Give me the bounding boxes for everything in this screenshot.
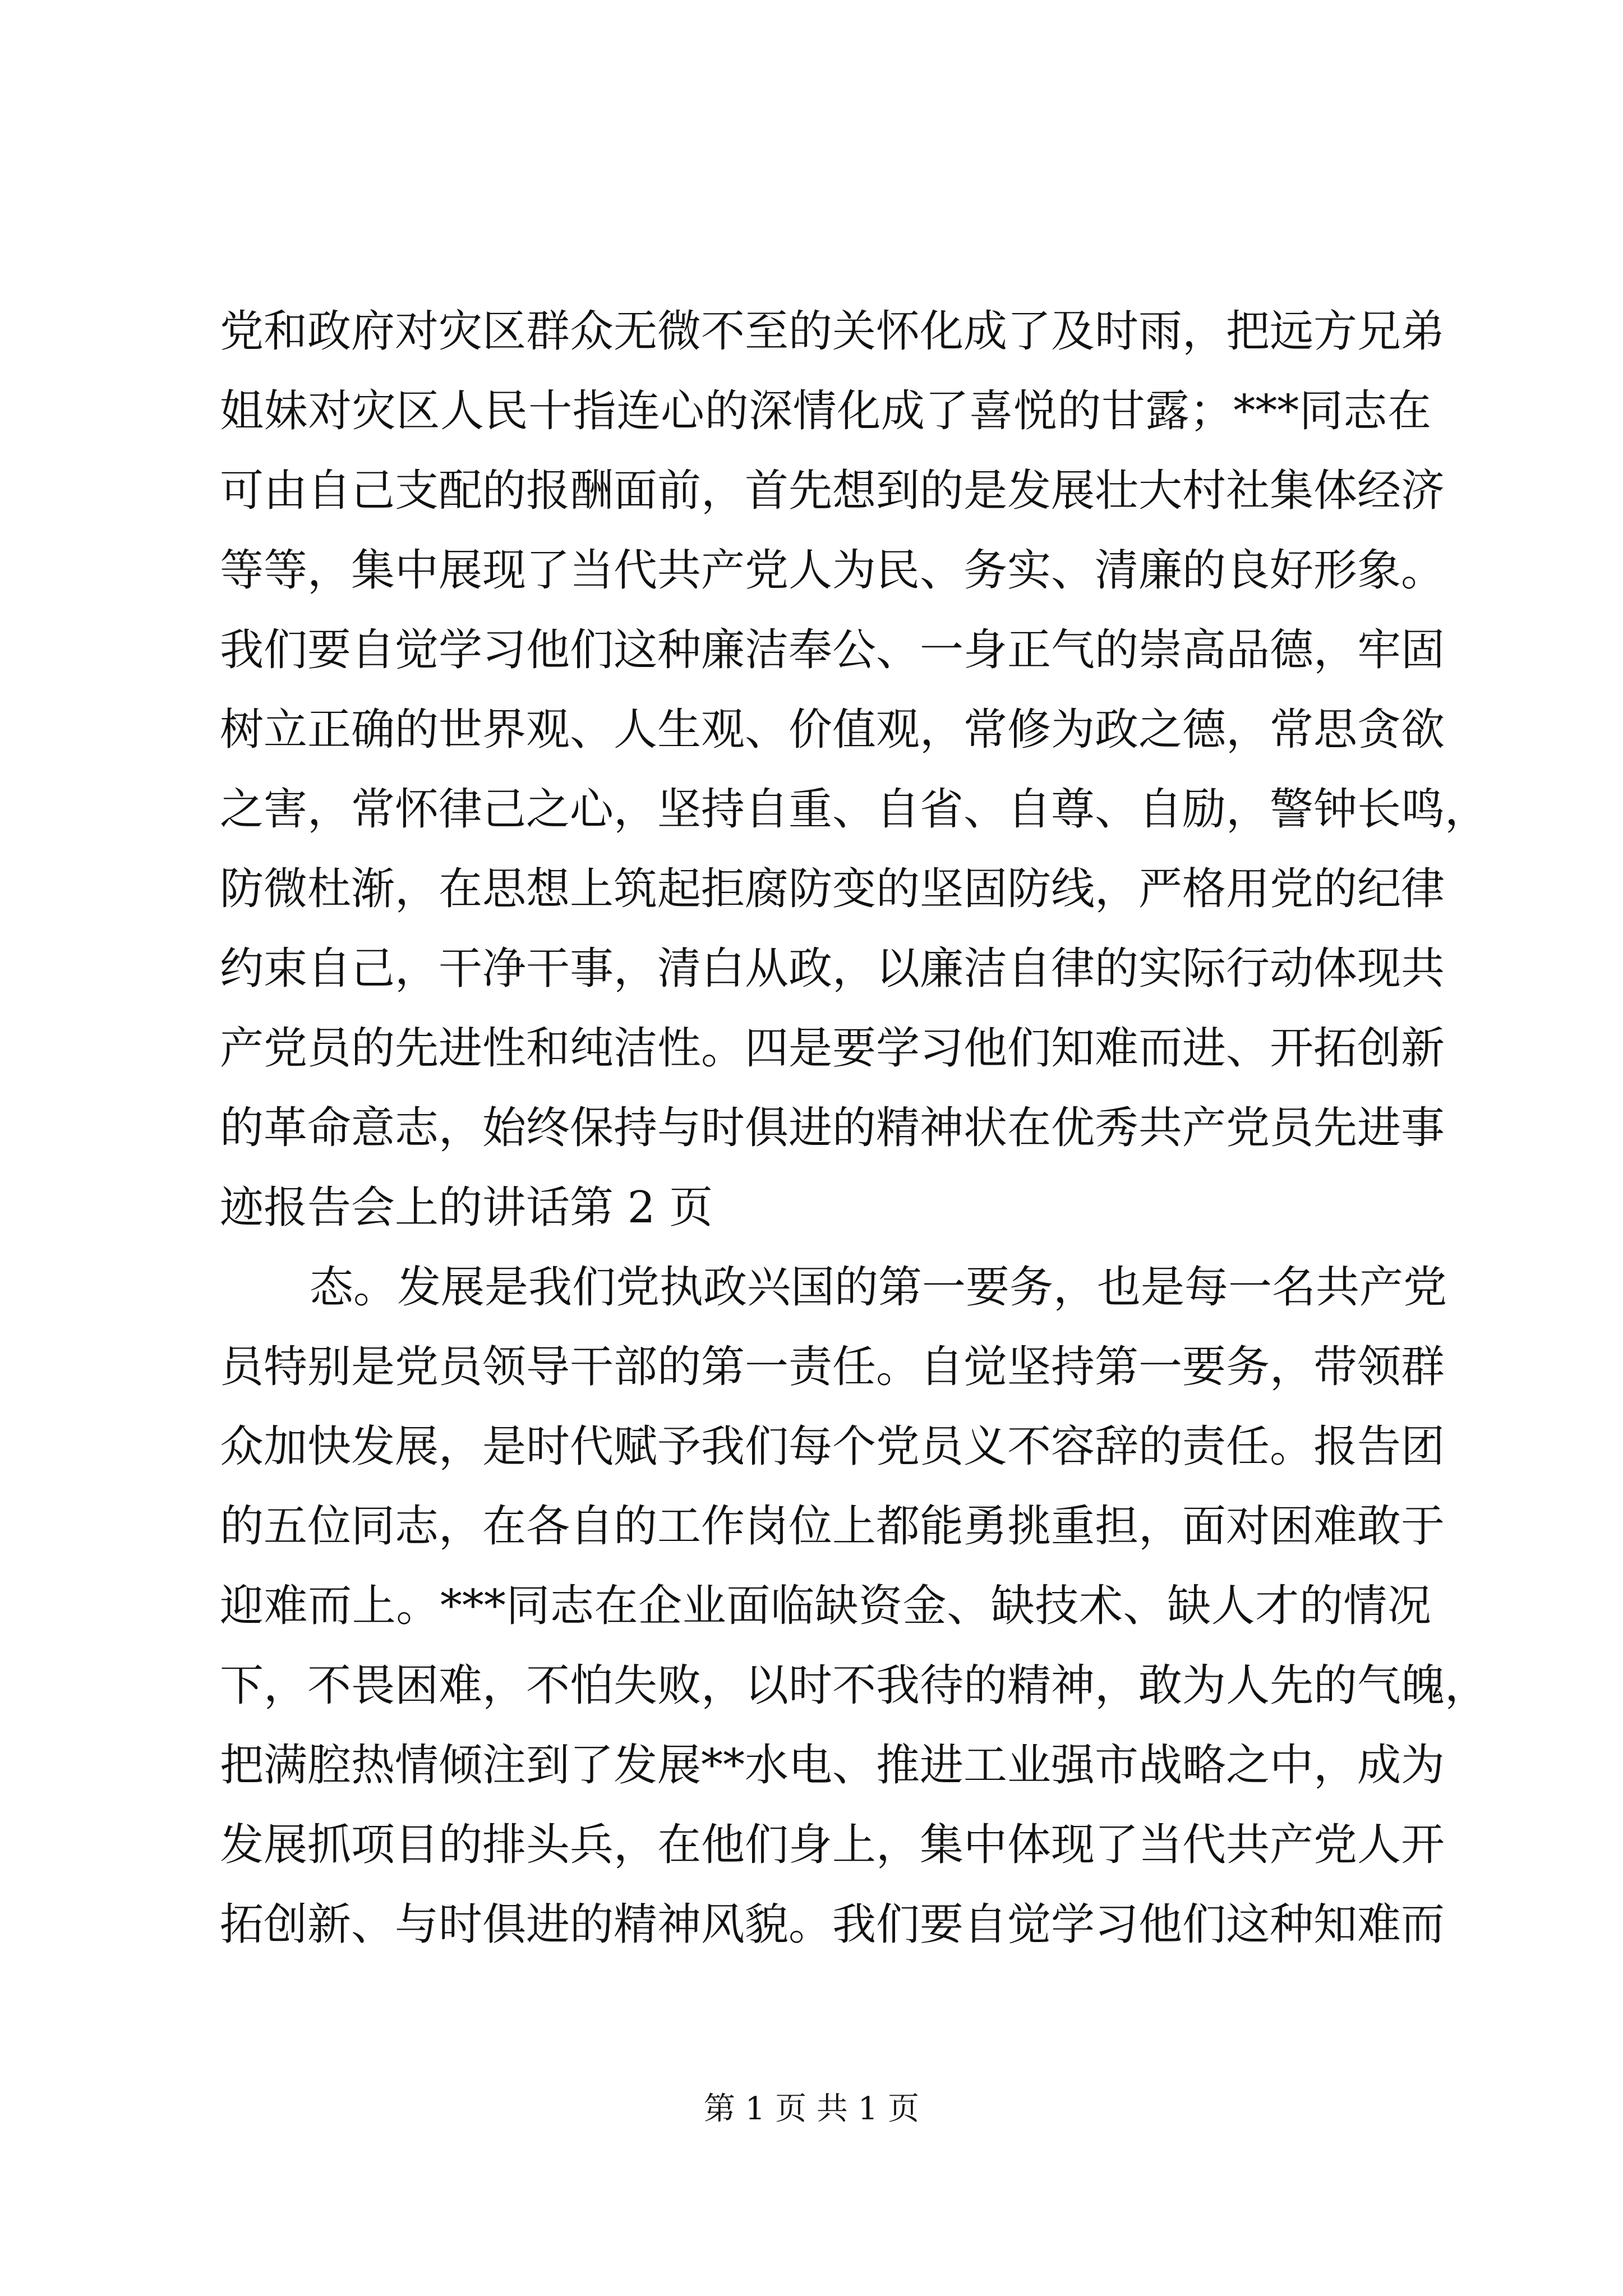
document-body xyxy=(220,292,1489,1964)
text-line: 可由自己支配的报酬面前，首先想到的是发展壮大村社集体经济 xyxy=(220,466,1445,516)
text-line: 姐妹对灾区人民十指连心的深情化成了喜悦的甘露；***同志在 xyxy=(220,386,1431,436)
page-footer: 第 1 页 共 1 页 xyxy=(703,2091,920,2127)
text-line: 拓创新、与时俱进的精神风貌。我们要自觉学习他们这种知难而 xyxy=(220,1899,1445,1950)
paragraph-first-line: 态。发展是我们党执政兴国的第一要务，也是每一名共产党 xyxy=(310,1262,1447,1313)
text-line: 把满腔热情倾注到了发展**水电、推进工业强市战略之中，成为 xyxy=(220,1740,1445,1791)
text-line: 众加快发展，是时代赋予我们每个党员义不容辞的责任。报告团 xyxy=(220,1421,1445,1472)
text-line: 等等，集中展现了当代共产党人为民、务实、清廉的良好形象。 xyxy=(220,545,1445,596)
text-line: 迹报告会上的讲话第 2 页 xyxy=(220,1182,713,1233)
text-line: 产党员的先进性和纯洁性。四是要学习他们知难而进、开拓创新 xyxy=(220,1023,1445,1074)
text-line: 我们要自觉学习他们这种廉洁奉公、一身正气的崇高品德，牢固 xyxy=(220,625,1445,675)
text-line: 员特别是党员领导干部的第一责任。自觉坚持第一要务，带领群 xyxy=(220,1342,1445,1392)
text-line: 下，不畏困难，不怕失败，以时不我待的精神，敢为人先的气魄， xyxy=(220,1660,1489,1711)
text-line: 的五位同志，在各自的工作岗位上都能勇挑重担，面对困难敢于 xyxy=(220,1501,1445,1552)
text-line: 迎难而上。***同志在企业面临缺资金、缺技术、缺人才的情况 xyxy=(220,1581,1431,1631)
text-line: 党和政府对灾区群众无微不至的关怀化成了及时雨，把远方兄弟 xyxy=(220,306,1445,357)
text-line: 发展抓项目的排头兵，在他们身上，集中体现了当代共产党人开 xyxy=(220,1820,1445,1870)
text-line: 树立正确的世界观、人生观、价值观，常修为政之德，常思贪欲 xyxy=(220,705,1445,755)
text-line: 之害，常怀律己之心，坚持自重、自省、自尊、自励，警钟长鸣， xyxy=(220,784,1489,835)
text-line: 防微杜渐，在思想上筑起拒腐防变的坚固防线，严格用党的纪律 xyxy=(220,864,1445,914)
text-line: 约束自己，干净干事，清白从政，以廉洁自律的实际行动体现共 xyxy=(220,944,1445,994)
text-line: 的革命意志，始终保持与时俱进的精神状在优秀共产党员先进事 xyxy=(220,1103,1445,1153)
